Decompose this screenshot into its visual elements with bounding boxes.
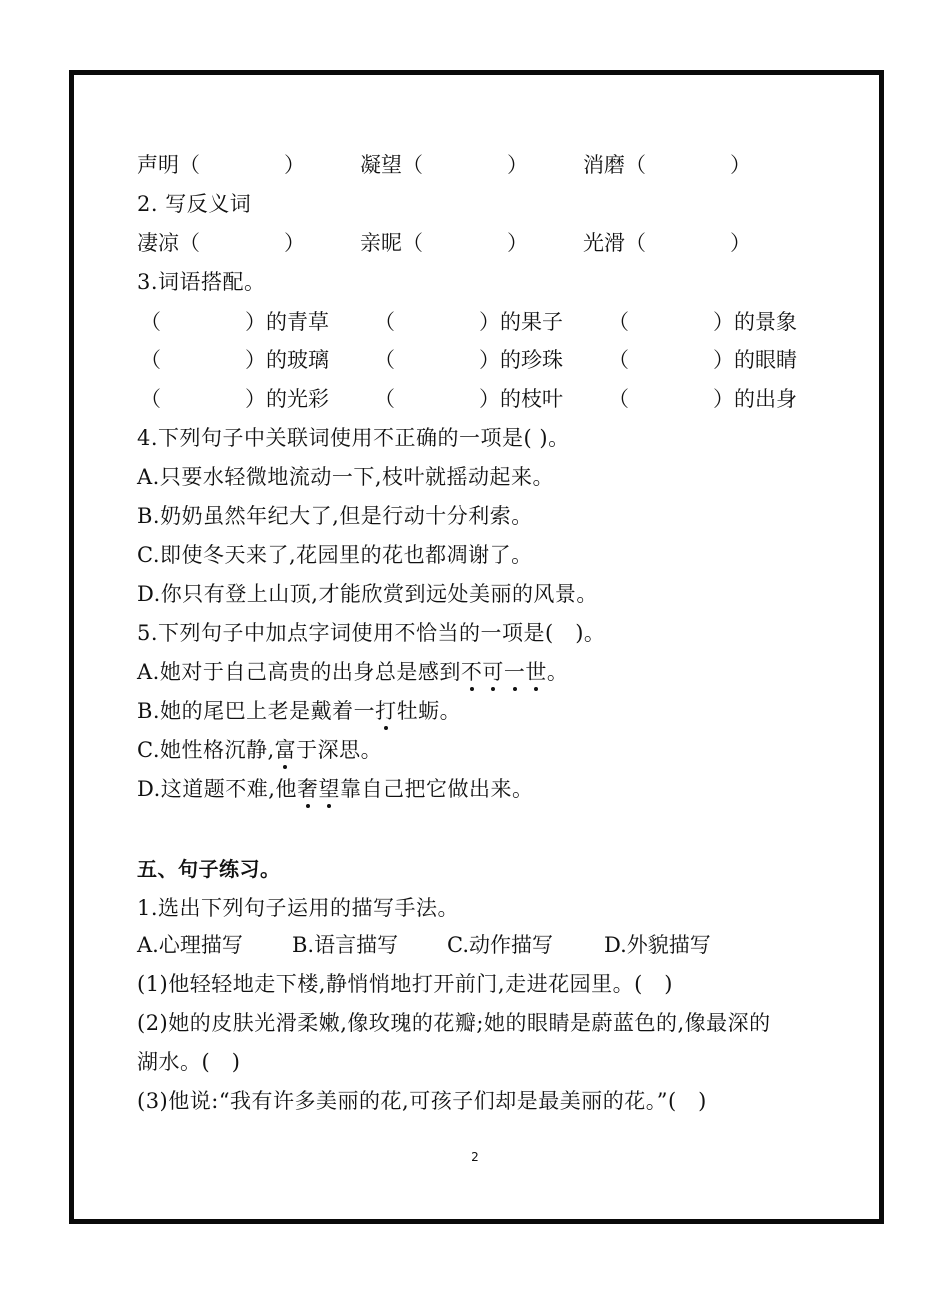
option-c: C.动作描写	[447, 933, 553, 957]
word-item: 光滑（ ）	[583, 231, 751, 255]
match-item: （ ）的光彩	[140, 387, 329, 411]
q4-option-a: A.只要水轻微地流动一下,枝叶就摇动起来。	[137, 465, 555, 489]
question-5-title: 5.下列句子中加点字词使用不恰当的一项是( )。	[137, 621, 606, 645]
q5-option-a: A.她对于自己高贵的出身总是感到不可一世。	[137, 660, 569, 684]
section-heading: 五、句子练习。	[137, 857, 281, 881]
option-a: A.心理描写	[137, 933, 243, 957]
match-item: （ ）的玻璃	[140, 348, 329, 372]
match-item: （ ）的枝叶	[374, 387, 563, 411]
q4-option-b: B.奶奶虽然年纪大了,但是行动十分利索。	[137, 504, 533, 528]
sentence-1: (1)他轻轻地走下楼,静悄悄地打开前门,走进花园里。( )	[137, 972, 673, 996]
q4-option-c: C.即使冬天来了,花园里的花也都凋谢了。	[137, 543, 533, 567]
q5-option-b: B.她的尾巴上老是戴着一打牡蛎。	[137, 699, 462, 723]
section5-q1-title: 1.选出下列句子运用的描写手法。	[137, 896, 460, 920]
sentence-3: (3)他说:“我有许多美丽的花,可孩子们却是最美丽的花。”( )	[137, 1089, 707, 1113]
page-number: 2	[471, 1150, 479, 1164]
match-item: （ ）的青草	[140, 310, 329, 334]
match-item: （ ）的果子	[374, 310, 563, 334]
option-d: D.外貌描写	[604, 933, 711, 957]
match-item: （ ）的眼睛	[608, 348, 797, 372]
question-2-title: 2. 写反义词	[137, 192, 252, 216]
word-item: 凄凉（ ）	[137, 231, 305, 255]
match-item: （ ）的景象	[608, 310, 797, 334]
match-item: （ ）的珍珠	[374, 348, 563, 372]
word-item: 消磨（ ）	[583, 153, 751, 177]
q5-option-c: C.她性格沉静,富于深思。	[137, 738, 383, 762]
sentence-2-line-2: 湖水。( )	[137, 1050, 241, 1074]
option-b: B.语言描写	[292, 933, 399, 957]
question-4-title: 4.下列句子中关联词使用不正确的一项是( )。	[137, 426, 570, 450]
sentence-2-line-1: (2)她的皮肤光滑柔嫩,像玫瑰的花瓣;她的眼睛是蔚蓝色的,像最深的	[137, 1011, 771, 1035]
question-3-title: 3.词语搭配。	[137, 270, 266, 294]
word-item: 凝望（ ）	[360, 153, 528, 177]
word-item: 声明（ ）	[137, 153, 305, 177]
word-item: 亲昵（ ）	[360, 231, 528, 255]
match-item: （ ）的出身	[608, 387, 797, 411]
q5-option-d: D.这道题不难,他奢望靠自己把它做出来。	[137, 777, 534, 801]
q4-option-d: D.你只有登上山顶,才能欣赏到远处美丽的风景。	[137, 582, 598, 606]
